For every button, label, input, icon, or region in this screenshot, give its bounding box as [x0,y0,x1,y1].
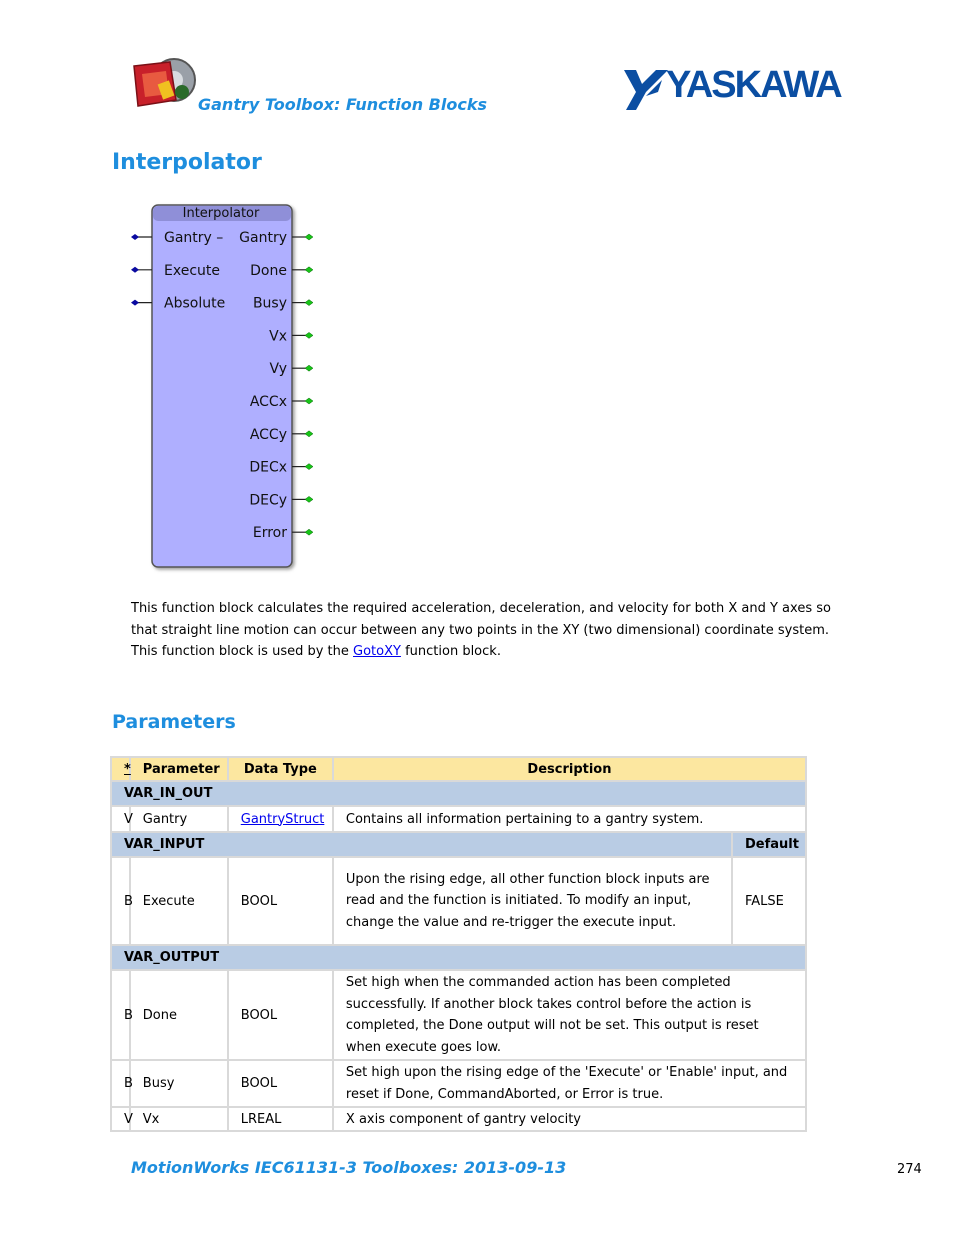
cell-description: Upon the rising edge, all other function block inputs are read and the function is initiated. To modify an input, change the value and re-trigger the execute input. [334,858,731,944]
input-label: Execute [164,262,220,279]
section-row-var-output [112,946,805,969]
cell-description: Set high when the commanded action has been completed successfully. If another block takes control before the action is completed, the Done output will not be set. This output is reset when execute goes low. [334,971,805,1059]
input-pin-absolute [131,296,225,312]
table-row [112,971,805,1059]
output-pin-done [250,263,313,279]
footer-title: MotionWorks IEC61131-3 Toolboxes: 2013-09-13 [131,1158,567,1177]
default-header: Default [733,833,805,856]
cell-type: BOOL [229,971,332,1059]
input-label: Gantry – [164,230,224,246]
table-row [112,1108,805,1130]
output-pin-diamond-icon [305,300,313,306]
yaskawa-emblem-icon [622,66,668,112]
output-label: Gantry [239,230,287,246]
cell-kind: V [112,1108,129,1130]
output-pin-decx [249,460,313,476]
output-pin-diamond-icon [305,234,313,240]
output-label: DECy [249,492,287,509]
header-description: Description [334,758,805,780]
table-row [112,858,805,944]
gantrystruct-link[interactable]: GantryStruct [240,811,325,827]
input-pin-diamond-icon [131,300,139,306]
output-pin-busy [253,296,313,312]
header-star: * [112,758,129,780]
header-parameter: Parameter [131,758,227,780]
output-pin-diamond-icon [305,398,313,404]
output-pin-decy [249,492,313,508]
cell-kind: V [112,807,129,831]
input-pin-diamond-icon [131,234,139,240]
cell-name: Gantry [131,807,227,831]
output-pin-diamond-icon [305,332,313,338]
cell-type: BOOL [229,1061,332,1106]
cell-description: Contains all information pertaining to a gantry system. [334,807,805,831]
cell-kind: B [112,1061,129,1106]
cell-description: Set high upon the rising edge of the 'Execute' or 'Enable' input, and reset if Done, CommandAborted, or Error is true. [334,1061,805,1106]
output-pin-gantry [239,230,313,246]
output-pin-diamond-icon [305,267,313,273]
page-title: Interpolator [112,150,262,175]
header-title: Gantry Toolbox: Function Blocks [198,95,487,114]
cell-type: BOOL [229,858,332,944]
function-block-diagram [125,200,325,575]
table-row [112,1061,805,1106]
output-pin-diamond-icon [305,365,313,371]
cell-name: Done [131,971,227,1059]
yaskawa-logo [622,66,844,112]
output-label: ACCx [249,394,287,410]
cell-kind: B [112,858,129,944]
section-row-var-input [112,833,805,856]
cell-name: Busy [131,1061,227,1106]
cell-name: Execute [131,858,227,944]
input-label: Absolute [164,295,226,312]
output-label: Vx [269,328,287,345]
output-pin-error [253,525,313,541]
cell-type: LREAL [229,1108,332,1130]
table-row [112,807,805,831]
parameters-heading: Parameters [112,711,236,733]
block-title: Interpolator [182,206,260,221]
parameters-table [110,756,807,1132]
input-pin-execute [131,263,220,279]
description-paragraph [131,598,841,663]
output-label: Vy [269,361,287,378]
section-label: VAR_INPUT [112,833,731,856]
output-pin-accy [250,427,313,443]
description-text-end: function block. [400,644,501,659]
section-row-var-in-out [112,782,805,805]
toolbox-logo-icon [130,56,200,112]
input-pin-gantry [131,230,223,246]
section-label: VAR_IN_OUT [112,782,805,805]
output-label: Error [252,525,287,542]
output-pin-accx [250,394,313,410]
output-label: Done [250,262,287,279]
description-text: This function block calculates the required acceleration, deceleration, and velocity for both X and Y axes so that straight line motion can occur between any two points in the XY (two dimensional) coordinate system. This function block is used by the [131,601,831,659]
table-header-row [112,758,805,780]
output-pin-diamond-icon [305,431,313,437]
cell-description: X axis component of gantry velocity [334,1108,805,1130]
header-data-type: Data Type [229,758,332,780]
output-label: ACCy [249,426,287,443]
output-label: DECx [249,459,287,476]
page-number: 274 [897,1162,922,1177]
cell-name: Vx [131,1108,227,1130]
output-pin-diamond-icon [305,529,313,535]
output-pin-diamond-icon [305,464,313,470]
cell-kind: B [112,971,129,1059]
cell-type [229,807,332,831]
input-pin-diamond-icon [131,267,139,273]
cell-default: FALSE [733,858,805,944]
yaskawa-wordmark: YASKAWA [666,64,841,106]
section-label: VAR_OUTPUT [112,946,805,969]
gotoxy-link[interactable]: GotoXY [353,644,401,659]
output-label: Busy [252,295,287,312]
block-body [152,205,292,567]
output-pin-diamond-icon [305,496,313,502]
